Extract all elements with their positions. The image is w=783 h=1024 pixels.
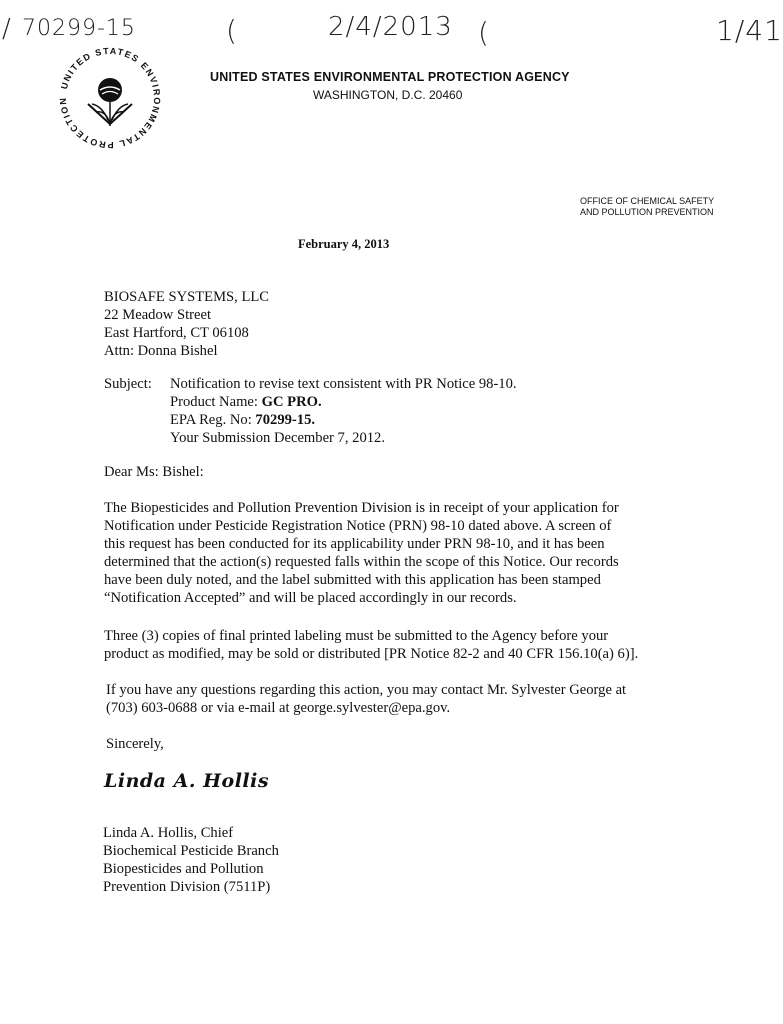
letterhead-agency: UNITED STATES ENVIRONMENTAL PROTECTION AGENCY — [210, 70, 570, 84]
letter-date: February 4, 2013 — [298, 237, 390, 251]
signer-division-2: Prevention Division (7511P) — [103, 879, 271, 895]
recipient-block — [104, 288, 269, 360]
paragraph-line: Notification under Pesticide Registration Notice (PRN) 98-10 dated above. A screen of — [104, 518, 612, 534]
recipient-city: East Hartford, CT 06108 — [104, 325, 249, 341]
epa-seal-icon — [52, 40, 168, 156]
recipient-company: BIOSAFE SYSTEMS, LLC — [104, 289, 270, 305]
epa-seal — [52, 40, 168, 156]
letterhead-city: WASHINGTON, D.C. 20460 — [313, 88, 463, 102]
paragraph-receipt — [104, 499, 619, 607]
paragraph-line: “Notification Accepted” and will be placed accordingly in our records. — [104, 590, 517, 606]
office-line-2: AND POLLUTION PREVENTION — [580, 207, 714, 217]
subject-block — [170, 375, 517, 447]
paragraph-line: this request has been conducted for its applicability under PRN 98-10, and it has been — [104, 536, 605, 552]
signer-name-title: Linda A. Hollis, Chief — [103, 825, 234, 841]
reg-label: EPA Reg. No: — [170, 412, 256, 428]
handwritten-mark-left: ( — [226, 14, 238, 47]
paragraph-line: product as modified, may be sold or distributed [PR Notice 82-2 and 40 CFR 156.10(a) 6)]. — [104, 646, 639, 662]
subject-reg — [170, 411, 517, 429]
salutation: Dear Ms: Bishel: — [104, 464, 204, 480]
seal-ring-text: UNITED STATES ENVIRONMENTAL PROTECTION — [57, 45, 163, 151]
signer-branch: Biochemical Pesticide Branch — [103, 843, 279, 859]
paragraph-line: determined that the action(s) requested falls within the scope of this Notice. Our records — [104, 554, 619, 570]
recipient-street: 22 Meadow Street — [104, 307, 211, 323]
handwritten-file-ref: 70299-15 — [22, 16, 136, 41]
signature: Linda A. Hollis — [104, 770, 270, 792]
handwritten-mark-right: ( — [478, 16, 490, 49]
subject-product — [170, 393, 517, 411]
office-line-1: OFFICE OF CHEMICAL SAFETY — [580, 196, 715, 206]
subject-label: Subject: — [104, 376, 152, 392]
product-name: GC PRO. — [261, 394, 322, 410]
subject-line: Notification to revise text consistent with PR Notice 98-10. — [170, 376, 517, 392]
subject-submission: Your Submission December 7, 2012. — [170, 430, 385, 446]
signer-division-1: Biopesticides and Pollution — [103, 861, 264, 877]
paragraph-line: (703) 603-0688 or via e-mail at george.sylvester@epa.gov. — [106, 700, 451, 716]
product-label: Product Name: — [170, 394, 262, 410]
handwritten-page-code: 1/41 — [716, 14, 783, 47]
reg-number: 70299-15. — [255, 412, 316, 428]
signer-block — [103, 824, 279, 896]
paragraph-labeling — [104, 627, 638, 663]
paragraph-line: have been duly noted, and the label submitted with this application has been stamped — [104, 572, 601, 588]
paragraph-contact — [106, 681, 626, 717]
handwritten-slash: / — [2, 14, 12, 44]
handwritten-date: 2/4/2013 — [328, 12, 453, 42]
closing: Sincerely, — [106, 736, 164, 752]
recipient-attn: Attn: Donna Bishel — [104, 343, 218, 359]
paragraph-line: The Biopesticides and Pollution Prevention Division is in receipt of your application for — [104, 500, 619, 516]
paragraph-line: Three (3) copies of final printed labeling must be submitted to the Agency before your — [104, 628, 609, 644]
paragraph-line: If you have any questions regarding this action, you may contact Mr. Sylvester George at — [106, 682, 627, 698]
